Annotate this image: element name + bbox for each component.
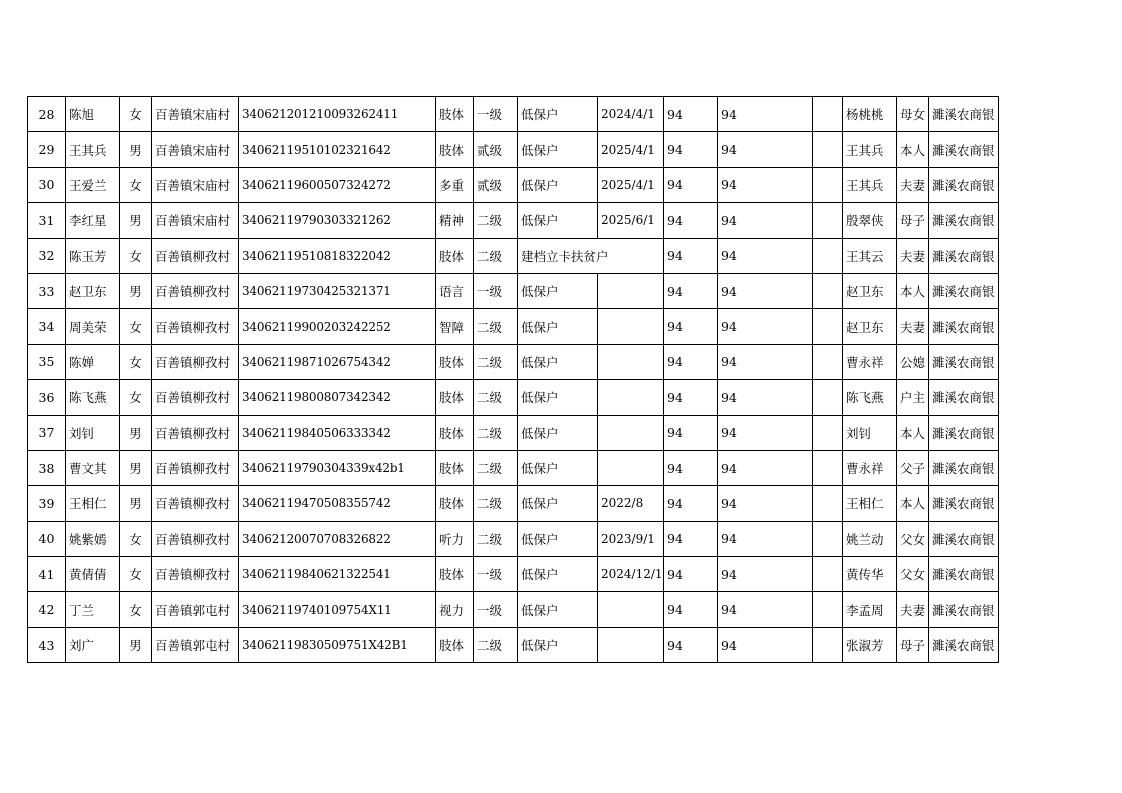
disability-type-cell: 多重 (436, 167, 474, 202)
amount-total-cell: 94 (718, 592, 813, 627)
disability-type-cell: 肢体 (436, 450, 474, 485)
name-cell: 陈玉芳 (66, 238, 120, 273)
bank-cell: 濉溪农商银 (929, 486, 999, 521)
disability-level-cell: 一级 (474, 557, 518, 592)
table-row (28, 415, 999, 450)
village-cell: 百善镇柳孜村 (152, 450, 239, 485)
payee-name-cell: 陈飞燕 (843, 380, 897, 415)
disability-level-cell: 贰级 (474, 132, 518, 167)
payee-name-cell: 刘钊 (843, 415, 897, 450)
name-cell: 王爱兰 (66, 167, 120, 202)
bank-cell: 濉溪农商银 (929, 380, 999, 415)
row-number: 32 (28, 238, 66, 273)
start-date-cell: 2025/4/1 (598, 132, 664, 167)
row-number: 34 (28, 309, 66, 344)
sex-cell: 男 (120, 486, 152, 521)
category-cell: 低保户 (518, 132, 598, 167)
amount-cell: 94 (664, 521, 718, 556)
id-number-cell: 34062119470508355742 (239, 486, 436, 521)
id-number-cell: 34062119740109754X11 (239, 592, 436, 627)
disability-level-cell: 一级 (474, 592, 518, 627)
category-cell: 低保户 (518, 97, 598, 132)
village-cell: 百善镇柳孜村 (152, 380, 239, 415)
amount-total-cell: 94 (718, 344, 813, 379)
bank-cell: 濉溪农商银 (929, 167, 999, 202)
table-row (28, 167, 999, 202)
bank-cell: 濉溪农商银 (929, 132, 999, 167)
payee-name-cell: 王相仁 (843, 486, 897, 521)
category-cell: 低保户 (518, 415, 598, 450)
payee-name-cell: 曹永祥 (843, 450, 897, 485)
village-cell: 百善镇柳孜村 (152, 309, 239, 344)
amount-total-cell: 94 (718, 627, 813, 662)
bank-cell: 濉溪农商银 (929, 627, 999, 662)
table-row (28, 521, 999, 556)
name-cell: 刘广 (66, 627, 120, 662)
table-row (28, 132, 999, 167)
row-number: 38 (28, 450, 66, 485)
relation-cell: 夫妻 (897, 309, 929, 344)
village-cell: 百善镇宋庙村 (152, 167, 239, 202)
blank-cell (813, 273, 843, 308)
id-number-cell: 34062119900203242252 (239, 309, 436, 344)
village-cell: 百善镇郭屯村 (152, 592, 239, 627)
disability-type-cell: 听力 (436, 521, 474, 556)
table-row (28, 238, 999, 273)
village-cell: 百善镇宋庙村 (152, 132, 239, 167)
amount-total-cell: 94 (718, 309, 813, 344)
table-row (28, 309, 999, 344)
amount-total-cell: 94 (718, 521, 813, 556)
relation-cell: 夫妻 (897, 167, 929, 202)
category-cell: 低保户 (518, 557, 598, 592)
payee-name-cell: 赵卫东 (843, 273, 897, 308)
id-number-cell: 34062119840621322541 (239, 557, 436, 592)
village-cell: 百善镇柳孜村 (152, 238, 239, 273)
amount-total-cell: 94 (718, 415, 813, 450)
name-cell: 王其兵 (66, 132, 120, 167)
start-date-cell: 2025/4/1 (598, 167, 664, 202)
amount-total-cell: 94 (718, 557, 813, 592)
disability-level-cell: 一级 (474, 273, 518, 308)
relation-cell: 公媳 (897, 344, 929, 379)
category-cell: 低保户 (518, 521, 598, 556)
disability-level-cell: 二级 (474, 627, 518, 662)
name-cell: 曹文其 (66, 450, 120, 485)
relation-cell: 夫妻 (897, 238, 929, 273)
disability-type-cell: 智障 (436, 309, 474, 344)
name-cell: 王相仁 (66, 486, 120, 521)
disability-type-cell: 肢体 (436, 486, 474, 521)
amount-cell: 94 (664, 592, 718, 627)
sex-cell: 女 (120, 521, 152, 556)
name-cell: 陈婵 (66, 344, 120, 379)
id-number-cell: 34062119510818322042 (239, 238, 436, 273)
payee-name-cell: 殷翠侠 (843, 203, 897, 238)
payee-name-cell: 黄传华 (843, 557, 897, 592)
bank-cell: 濉溪农商银 (929, 203, 999, 238)
id-number-cell: 34062119830509751X42B1 (239, 627, 436, 662)
bank-cell: 濉溪农商银 (929, 557, 999, 592)
amount-cell: 94 (664, 97, 718, 132)
village-cell: 百善镇宋庙村 (152, 97, 239, 132)
category-cell: 低保户 (518, 627, 598, 662)
bank-cell: 濉溪农商银 (929, 97, 999, 132)
table-row (28, 557, 999, 592)
start-date-cell (598, 592, 664, 627)
row-number: 33 (28, 273, 66, 308)
disability-level-cell: 二级 (474, 238, 518, 273)
beneficiary-table (27, 96, 999, 663)
id-number-cell: 34062119510102321642 (239, 132, 436, 167)
amount-total-cell: 94 (718, 380, 813, 415)
row-number: 39 (28, 486, 66, 521)
id-number-cell: 34062119871026754342 (239, 344, 436, 379)
category-cell: 低保户 (518, 273, 598, 308)
id-number-cell: 34062120070708326822 (239, 521, 436, 556)
payee-name-cell: 王其兵 (843, 167, 897, 202)
village-cell: 百善镇宋庙村 (152, 203, 239, 238)
disability-type-cell: 肢体 (436, 627, 474, 662)
row-number: 40 (28, 521, 66, 556)
amount-total-cell: 94 (718, 273, 813, 308)
table-row (28, 486, 999, 521)
table-row (28, 203, 999, 238)
amount-cell: 94 (664, 167, 718, 202)
row-number: 35 (28, 344, 66, 379)
table-row (28, 592, 999, 627)
blank-cell (813, 521, 843, 556)
sex-cell: 男 (120, 415, 152, 450)
row-number: 41 (28, 557, 66, 592)
payee-name-cell: 赵卫东 (843, 309, 897, 344)
disability-type-cell: 肢体 (436, 97, 474, 132)
category-cell: 低保户 (518, 344, 598, 379)
row-number: 28 (28, 97, 66, 132)
row-number: 30 (28, 167, 66, 202)
relation-cell: 母子 (897, 203, 929, 238)
name-cell: 刘钊 (66, 415, 120, 450)
disability-level-cell: 二级 (474, 309, 518, 344)
sex-cell: 女 (120, 167, 152, 202)
start-date-cell: 2024/4/1 (598, 97, 664, 132)
name-cell: 陈飞燕 (66, 380, 120, 415)
sex-cell: 女 (120, 380, 152, 415)
disability-type-cell: 精神 (436, 203, 474, 238)
category-cell: 低保户 (518, 592, 598, 627)
relation-cell: 母女 (897, 97, 929, 132)
name-cell: 姚紫嫣 (66, 521, 120, 556)
category-cell: 低保户 (518, 309, 598, 344)
payee-name-cell: 李孟周 (843, 592, 897, 627)
bank-cell: 濉溪农商银 (929, 238, 999, 273)
bank-cell: 濉溪农商银 (929, 592, 999, 627)
sex-cell: 男 (120, 450, 152, 485)
relation-cell: 本人 (897, 132, 929, 167)
payee-name-cell: 曹永祥 (843, 344, 897, 379)
amount-total-cell: 94 (718, 450, 813, 485)
amount-cell: 94 (664, 450, 718, 485)
disability-type-cell: 肢体 (436, 415, 474, 450)
name-cell: 黄倩倩 (66, 557, 120, 592)
disability-level-cell: 二级 (474, 203, 518, 238)
sex-cell: 女 (120, 97, 152, 132)
blank-cell (813, 592, 843, 627)
category-cell: 低保户 (518, 167, 598, 202)
amount-cell: 94 (664, 273, 718, 308)
row-number: 42 (28, 592, 66, 627)
sex-cell: 女 (120, 592, 152, 627)
id-number-cell: 34062119840506333342 (239, 415, 436, 450)
amount-total-cell: 94 (718, 486, 813, 521)
category-cell: 建档立卡扶贫户 (518, 238, 664, 273)
amount-cell: 94 (664, 344, 718, 379)
start-date-cell (598, 344, 664, 379)
village-cell: 百善镇柳孜村 (152, 273, 239, 308)
amount-cell: 94 (664, 627, 718, 662)
blank-cell (813, 132, 843, 167)
sex-cell: 男 (120, 273, 152, 308)
amount-total-cell: 94 (718, 167, 813, 202)
row-number: 31 (28, 203, 66, 238)
amount-cell: 94 (664, 203, 718, 238)
payee-name-cell: 王其云 (843, 238, 897, 273)
start-date-cell (598, 627, 664, 662)
bank-cell: 濉溪农商银 (929, 450, 999, 485)
blank-cell (813, 309, 843, 344)
amount-total-cell: 94 (718, 97, 813, 132)
table-row (28, 273, 999, 308)
blank-cell (813, 486, 843, 521)
id-number-cell: 34062119790303321262 (239, 203, 436, 238)
relation-cell: 本人 (897, 486, 929, 521)
table-row (28, 97, 999, 132)
payee-name-cell: 张淑芳 (843, 627, 897, 662)
village-cell: 百善镇柳孜村 (152, 521, 239, 556)
category-cell: 低保户 (518, 450, 598, 485)
name-cell: 丁兰 (66, 592, 120, 627)
start-date-cell (598, 450, 664, 485)
payee-name-cell: 姚兰动 (843, 521, 897, 556)
village-cell: 百善镇柳孜村 (152, 557, 239, 592)
start-date-cell (598, 273, 664, 308)
row-number: 36 (28, 380, 66, 415)
blank-cell (813, 238, 843, 273)
bank-cell: 濉溪农商银 (929, 521, 999, 556)
id-number-cell: 34062119730425321371 (239, 273, 436, 308)
disability-level-cell: 二级 (474, 521, 518, 556)
category-cell: 低保户 (518, 203, 598, 238)
category-cell: 低保户 (518, 380, 598, 415)
blank-cell (813, 97, 843, 132)
relation-cell: 父子 (897, 450, 929, 485)
id-number-cell: 34062119600507324272 (239, 167, 436, 202)
amount-total-cell: 94 (718, 132, 813, 167)
disability-level-cell: 一级 (474, 97, 518, 132)
village-cell: 百善镇柳孜村 (152, 344, 239, 379)
start-date-cell: 2022/8 (598, 486, 664, 521)
amount-cell: 94 (664, 309, 718, 344)
amount-cell: 94 (664, 415, 718, 450)
relation-cell: 父女 (897, 557, 929, 592)
village-cell: 百善镇柳孜村 (152, 486, 239, 521)
payee-name-cell: 杨桃桃 (843, 97, 897, 132)
amount-cell: 94 (664, 132, 718, 167)
id-number-cell: 340621201210093262411 (239, 97, 436, 132)
start-date-cell (598, 415, 664, 450)
blank-cell (813, 627, 843, 662)
village-cell: 百善镇柳孜村 (152, 415, 239, 450)
disability-type-cell: 视力 (436, 592, 474, 627)
village-cell: 百善镇郭屯村 (152, 627, 239, 662)
disability-level-cell: 二级 (474, 450, 518, 485)
disability-type-cell: 语言 (436, 273, 474, 308)
disability-type-cell: 肢体 (436, 238, 474, 273)
sex-cell: 女 (120, 557, 152, 592)
start-date-cell: 2024/12/1 (598, 557, 664, 592)
blank-cell (813, 167, 843, 202)
bank-cell: 濉溪农商银 (929, 344, 999, 379)
id-number-cell: 34062119800807342342 (239, 380, 436, 415)
sex-cell: 女 (120, 309, 152, 344)
table-row (28, 344, 999, 379)
table-row (28, 450, 999, 485)
id-number-cell: 34062119790304339x42b1 (239, 450, 436, 485)
bank-cell: 濉溪农商银 (929, 415, 999, 450)
row-number: 29 (28, 132, 66, 167)
sex-cell: 男 (120, 132, 152, 167)
relation-cell: 本人 (897, 273, 929, 308)
bank-cell: 濉溪农商银 (929, 273, 999, 308)
payee-name-cell: 王其兵 (843, 132, 897, 167)
name-cell: 周美荣 (66, 309, 120, 344)
category-cell: 低保户 (518, 486, 598, 521)
start-date-cell: 2023/9/1 (598, 521, 664, 556)
relation-cell: 父女 (897, 521, 929, 556)
table-row (28, 380, 999, 415)
start-date-cell: 2025/6/1 (598, 203, 664, 238)
relation-cell: 本人 (897, 415, 929, 450)
sex-cell: 男 (120, 203, 152, 238)
disability-level-cell: 贰级 (474, 167, 518, 202)
amount-total-cell: 94 (718, 203, 813, 238)
name-cell: 赵卫东 (66, 273, 120, 308)
amount-total-cell: 94 (718, 238, 813, 273)
disability-level-cell: 二级 (474, 486, 518, 521)
blank-cell (813, 415, 843, 450)
name-cell: 李红星 (66, 203, 120, 238)
amount-cell: 94 (664, 238, 718, 273)
name-cell: 陈旭 (66, 97, 120, 132)
disability-type-cell: 肢体 (436, 557, 474, 592)
amount-cell: 94 (664, 380, 718, 415)
blank-cell (813, 450, 843, 485)
amount-cell: 94 (664, 486, 718, 521)
bank-cell: 濉溪农商银 (929, 309, 999, 344)
disability-type-cell: 肢体 (436, 132, 474, 167)
disability-level-cell: 二级 (474, 415, 518, 450)
amount-cell: 94 (664, 557, 718, 592)
sex-cell: 男 (120, 627, 152, 662)
blank-cell (813, 203, 843, 238)
blank-cell (813, 344, 843, 379)
start-date-cell (598, 380, 664, 415)
disability-level-cell: 二级 (474, 344, 518, 379)
table-row (28, 627, 999, 662)
start-date-cell (598, 309, 664, 344)
row-number: 37 (28, 415, 66, 450)
disability-type-cell: 肢体 (436, 344, 474, 379)
relation-cell: 夫妻 (897, 592, 929, 627)
relation-cell: 母子 (897, 627, 929, 662)
row-number: 43 (28, 627, 66, 662)
disability-level-cell: 二级 (474, 380, 518, 415)
relation-cell: 户主 (897, 380, 929, 415)
sex-cell: 女 (120, 238, 152, 273)
sex-cell: 女 (120, 344, 152, 379)
blank-cell (813, 380, 843, 415)
blank-cell (813, 557, 843, 592)
disability-type-cell: 肢体 (436, 380, 474, 415)
